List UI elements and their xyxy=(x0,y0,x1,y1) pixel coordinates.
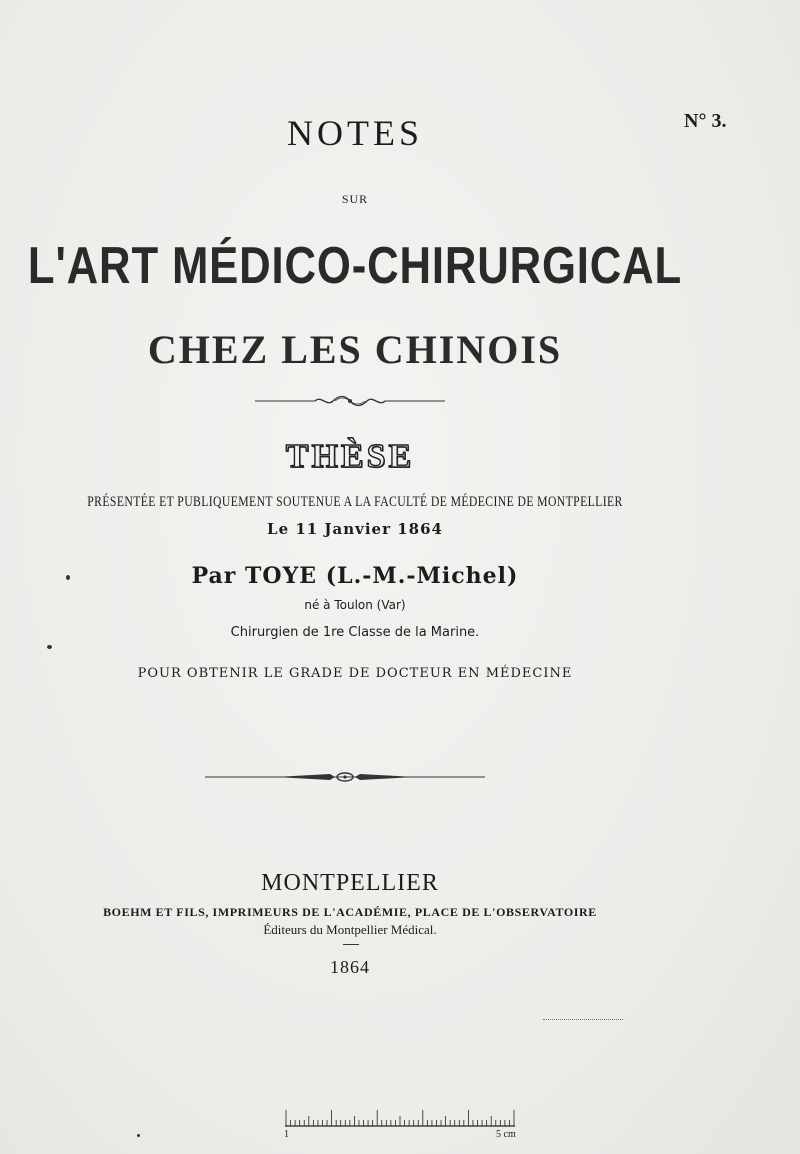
paper-speck xyxy=(66,575,70,580)
title-sur: SUR xyxy=(341,192,369,206)
author-rank: Chirurgien de 1re Classe de la Marine. xyxy=(230,625,480,640)
ornament-divider-middle xyxy=(205,770,485,784)
paper-speck xyxy=(47,645,52,649)
page-number: N° 3. xyxy=(684,110,727,132)
imprint-printer: BOEHM ET FILS, IMPRIMEURS DE L'ACADÉMIE, PLACE DE L'OBSERVATOIRE xyxy=(103,905,597,919)
thesis-heading: THÈSE xyxy=(285,438,415,475)
scale-bar xyxy=(285,1108,517,1130)
title-main: L'ART MÉDICO-CHIRURGICAL xyxy=(27,237,683,295)
author-birthplace: né à Toulon (Var) xyxy=(304,598,406,612)
imprint-year: 1864 xyxy=(330,957,370,977)
thesis-purpose: POUR OBTENIR LE GRADE DE DOCTEUR EN MÉDECINE xyxy=(137,666,573,681)
imprint-editors: Éditeurs du Montpellier Médical. xyxy=(263,922,437,937)
imprint-city: MONTPELLIER xyxy=(261,870,439,896)
thesis-date: Le 11 Janvier 1864 xyxy=(267,520,443,538)
paper-speck xyxy=(137,1134,140,1137)
title-subtitle: CHEZ LES CHINOIS xyxy=(147,327,563,372)
scale-end-label: 5 cm xyxy=(496,1129,516,1140)
dotted-mark xyxy=(543,1019,623,1020)
thesis-presented-line: PRÉSENTÉE ET PUBLIQUEMENT SOUTENUE A LA FACULTÉ DE MÉDECINE DE MONTPELLIER xyxy=(87,494,623,510)
ornament-divider-top xyxy=(255,392,445,410)
thesis-author: Par TOYE (L.-M.-Michel) xyxy=(191,563,519,589)
title-notes: NOTES xyxy=(287,113,423,153)
short-rule xyxy=(343,944,359,945)
scale-start-label: 1 xyxy=(284,1129,289,1140)
